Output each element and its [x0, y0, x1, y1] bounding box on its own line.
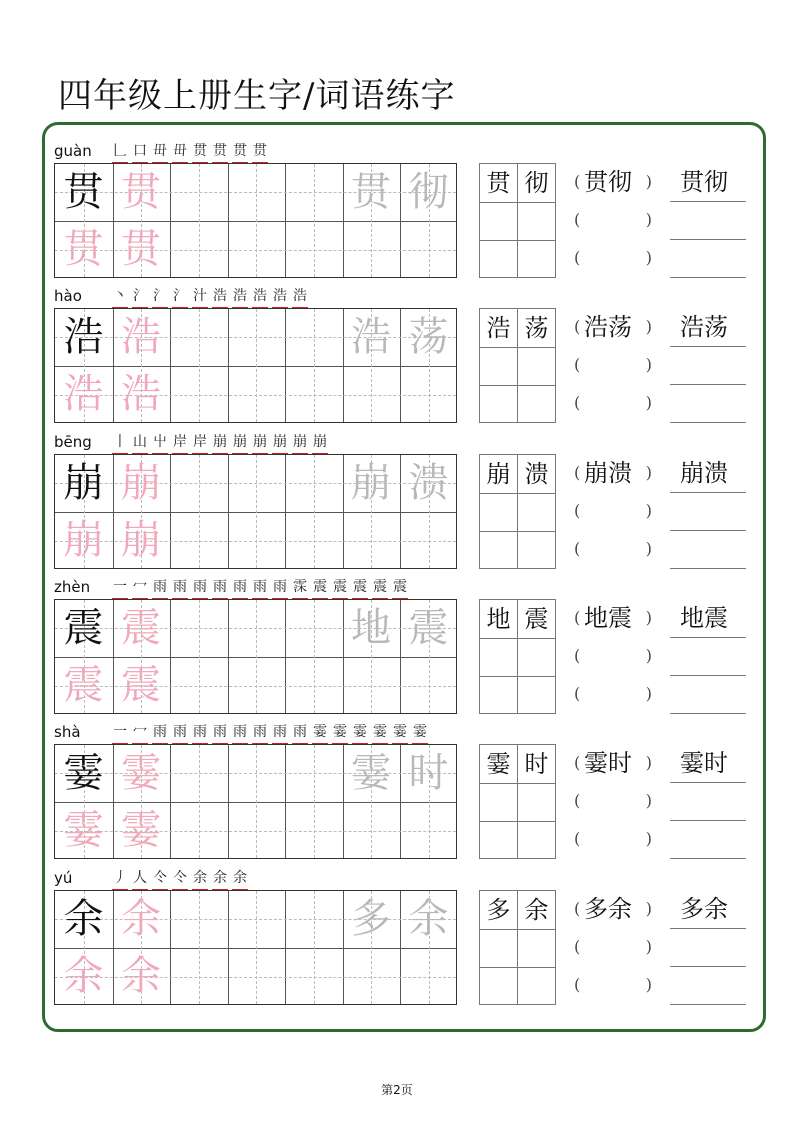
- trace-char: 震: [121, 661, 161, 708]
- page-number: 第2页: [381, 1083, 413, 1097]
- paren-open: (: [574, 607, 581, 627]
- grid-line: [480, 347, 555, 348]
- writing-line: [670, 422, 746, 423]
- trace-char: 浩: [63, 371, 104, 418]
- word-in-parens: [574, 308, 654, 346]
- trace-word-char: 时: [408, 750, 449, 797]
- stroke-step: 霎: [372, 721, 388, 745]
- writing-line: [670, 1004, 746, 1005]
- char-section: [0, 721, 794, 866]
- stroke-step: 崩: [212, 431, 228, 455]
- stroke-step: 丨: [112, 431, 128, 455]
- writing-line: [670, 713, 746, 714]
- word-char: 贯: [486, 169, 511, 197]
- stroke-step: 贯: [232, 140, 248, 164]
- writing-line: [670, 782, 746, 783]
- empty-parens[interactable]: [574, 928, 654, 966]
- practice-grid[interactable]: [54, 163, 457, 278]
- grid-line: [480, 929, 555, 930]
- grid-line: [480, 385, 555, 386]
- writing-line: [670, 530, 746, 531]
- stroke-step: 余: [212, 867, 228, 891]
- paren-open: (: [574, 753, 581, 773]
- grid-line: [480, 783, 555, 784]
- trace-char: 崩: [121, 516, 161, 563]
- guide-line: [199, 164, 200, 277]
- paren-word: 地震: [584, 603, 632, 632]
- trace-word-char: 溃: [408, 459, 449, 506]
- trace-word-char: 贯: [351, 169, 391, 215]
- writing-line: [670, 928, 746, 929]
- line-word: 浩荡: [680, 313, 728, 342]
- word-in-parens: [574, 890, 654, 928]
- stroke-step: 山: [132, 431, 148, 455]
- stroke-step: 余: [192, 867, 208, 891]
- word-char: 彻: [524, 169, 549, 197]
- trace-char: 震: [63, 661, 104, 708]
- guide-line: [314, 455, 315, 568]
- paren-close: ): [645, 683, 652, 703]
- paren-close: ): [645, 462, 652, 482]
- paren-open: (: [574, 172, 581, 191]
- trace-char: 浩: [121, 314, 161, 361]
- word-char: 荡: [524, 314, 549, 343]
- stroke-step: 汁: [192, 285, 208, 309]
- word-in-parens: [574, 163, 654, 201]
- practice-grid[interactable]: [54, 890, 457, 1005]
- stroke-step: 贯: [252, 140, 268, 164]
- paren-open: (: [574, 936, 581, 956]
- stroke-step: 霎: [352, 721, 368, 745]
- stroke-order: [112, 285, 312, 307]
- empty-parens[interactable]: [574, 384, 654, 422]
- stroke-step: 毌: [172, 140, 188, 164]
- stroke-step: 人: [132, 867, 148, 891]
- paren-open: (: [574, 538, 581, 558]
- stroke-step: 雨: [172, 576, 188, 600]
- paren-close: ): [645, 936, 652, 956]
- stroke-order: [112, 721, 432, 743]
- stroke-step: 贯: [192, 140, 208, 164]
- grid-line: [480, 240, 555, 241]
- empty-parens[interactable]: [574, 966, 654, 1004]
- writing-line: [670, 346, 746, 347]
- practice-grid[interactable]: [54, 599, 457, 714]
- paren-open: (: [574, 829, 581, 849]
- guide-line: [314, 164, 315, 277]
- word-practice-box[interactable]: [479, 890, 556, 1005]
- stroke-order: [112, 576, 412, 598]
- pinyin-label: zhèn: [54, 577, 91, 596]
- trace-char: 崩: [121, 459, 161, 506]
- empty-parens[interactable]: [574, 492, 654, 530]
- grid-line: [480, 638, 555, 639]
- model-char: 震: [63, 604, 104, 651]
- stroke-step: 仒: [172, 867, 188, 891]
- empty-parens[interactable]: [574, 675, 654, 713]
- stroke-step: 𠃊: [112, 140, 128, 164]
- empty-parens[interactable]: [574, 637, 654, 675]
- stroke-order: [112, 140, 272, 162]
- stroke-step: 雨: [232, 576, 248, 600]
- stroke-step: 雨: [192, 576, 208, 600]
- trace-char: 余: [63, 952, 104, 999]
- word-in-parens: [574, 599, 654, 637]
- paren-open: (: [574, 683, 581, 703]
- stroke-step: 一: [112, 721, 128, 745]
- paren-open: (: [574, 462, 581, 482]
- pinyin-label: yú: [54, 868, 73, 887]
- writing-line: [670, 675, 746, 676]
- stroke-step: 浩: [292, 285, 308, 309]
- stroke-step: 雨: [152, 721, 168, 745]
- trace-word-char: 荡: [408, 314, 449, 361]
- grid-line: [480, 202, 555, 203]
- guide-line: [314, 600, 315, 713]
- stroke-step: 屮: [152, 431, 168, 455]
- model-char: 余: [63, 895, 104, 942]
- stroke-step: 雨: [272, 576, 288, 600]
- paren-open: (: [574, 210, 581, 229]
- writing-line: [670, 966, 746, 967]
- paren-word: 浩荡: [584, 313, 632, 342]
- trace-word-char: 地: [351, 604, 391, 651]
- trace-char: 余: [121, 895, 161, 942]
- stroke-step: 震: [372, 576, 388, 600]
- char-section: [0, 576, 794, 721]
- word-char: 多: [486, 895, 511, 924]
- writing-line: [670, 384, 746, 385]
- paren-open: (: [574, 974, 581, 994]
- stroke-step: 震: [312, 576, 328, 600]
- paren-close: ): [645, 898, 652, 918]
- word-char: 霎: [486, 750, 511, 779]
- guide-line: [256, 745, 257, 858]
- practice-grid[interactable]: [54, 454, 457, 569]
- stroke-step: 雨: [252, 721, 268, 745]
- line-word: 地震: [680, 603, 728, 632]
- stroke-step: 丶: [112, 285, 128, 309]
- word-practice-box[interactable]: [479, 163, 556, 278]
- empty-parens[interactable]: [574, 239, 654, 277]
- stroke-step: 霎: [392, 721, 408, 745]
- empty-parens[interactable]: [574, 782, 654, 820]
- pinyin-label: shà: [54, 723, 81, 742]
- empty-parens[interactable]: [574, 201, 654, 239]
- stroke-step: 雨: [192, 721, 208, 745]
- trace-word-char: 浩: [351, 314, 391, 361]
- guide-line: [256, 600, 257, 713]
- stroke-step: 雨: [272, 721, 288, 745]
- stroke-step: 崩: [272, 431, 288, 455]
- stroke-step: 氵: [172, 285, 188, 309]
- trace-char: 崩: [63, 516, 104, 563]
- word-practice-box[interactable]: [479, 599, 556, 714]
- word-char: 时: [524, 750, 549, 779]
- stroke-step: 雨: [172, 721, 188, 745]
- paren-close: ): [645, 172, 652, 191]
- empty-parens[interactable]: [574, 530, 654, 568]
- guide-line: [256, 164, 257, 277]
- char-section: [0, 285, 794, 430]
- word-char: 地: [486, 604, 511, 633]
- guide-line: [256, 309, 257, 422]
- stroke-step: 毌: [152, 140, 168, 164]
- line-word: 崩溃: [680, 458, 728, 487]
- word-practice-box[interactable]: [479, 744, 556, 859]
- paren-open: (: [574, 393, 581, 413]
- stroke-step: 崩: [312, 431, 328, 455]
- empty-parens[interactable]: [574, 346, 654, 384]
- stroke-step: 霎: [332, 721, 348, 745]
- trace-word-char: 霎: [351, 750, 391, 797]
- stroke-order: [112, 431, 332, 453]
- trace-char: 贯: [63, 226, 104, 272]
- stroke-step: 崩: [292, 431, 308, 455]
- paren-word: 霎时: [584, 749, 632, 778]
- paren-open: (: [574, 791, 581, 811]
- word-practice-box[interactable]: [479, 454, 556, 569]
- paren-word: 崩溃: [584, 458, 632, 487]
- word-char: 溃: [524, 459, 549, 488]
- grid-line: [480, 531, 555, 532]
- trace-word-char: 崩: [351, 459, 391, 506]
- trace-char: 余: [121, 952, 161, 999]
- model-char: 浩: [63, 314, 104, 361]
- paren-close: ): [645, 500, 652, 520]
- guide-line: [314, 891, 315, 1004]
- word-practice-box[interactable]: [479, 308, 556, 423]
- stroke-step: 雨: [292, 721, 308, 745]
- stroke-step: 贯: [212, 140, 228, 164]
- stroke-step: 震: [332, 576, 348, 600]
- stroke-step: 氵: [152, 285, 168, 309]
- paren-close: ): [645, 974, 652, 994]
- trace-word-char: 余: [408, 895, 449, 942]
- paren-close: ): [645, 791, 652, 811]
- grid-line: [480, 493, 555, 494]
- grid-line: [480, 967, 555, 968]
- guide-line: [199, 309, 200, 422]
- stroke-step: 霎: [312, 721, 328, 745]
- stroke-step: 霂: [292, 576, 308, 600]
- guide-line: [199, 891, 200, 1004]
- stroke-step: 岸: [172, 431, 188, 455]
- writing-line: [670, 858, 746, 859]
- word-char: 崩: [486, 459, 511, 488]
- writing-line: [670, 492, 746, 493]
- stroke-step: 雨: [232, 721, 248, 745]
- stroke-step: 雨: [152, 576, 168, 600]
- paren-close: ): [645, 753, 652, 773]
- stroke-step: 口: [132, 140, 148, 164]
- guide-line: [199, 455, 200, 568]
- stroke-step: 丿: [112, 867, 128, 891]
- char-section: [0, 140, 794, 285]
- model-char: 崩: [63, 459, 104, 506]
- guide-line: [256, 891, 257, 1004]
- writing-line: [670, 201, 746, 202]
- paren-close: ): [645, 829, 652, 849]
- stroke-step: 冖: [132, 721, 148, 745]
- paren-word: 贯彻: [584, 168, 632, 196]
- trace-char: 震: [121, 604, 161, 651]
- stroke-step: 霎: [412, 721, 428, 745]
- paren-close: ): [645, 645, 652, 665]
- guide-line: [256, 455, 257, 568]
- trace-char: 霎: [121, 750, 161, 797]
- trace-word-char: 震: [408, 604, 449, 651]
- stroke-step: 冖: [132, 576, 148, 600]
- paren-close: ): [645, 210, 652, 229]
- line-word: 霎时: [680, 749, 728, 778]
- trace-char: 贯: [121, 169, 161, 215]
- paren-close: ): [645, 607, 652, 627]
- paren-word: 多余: [584, 894, 632, 923]
- guide-line: [314, 309, 315, 422]
- writing-line: [670, 277, 746, 278]
- paren-open: (: [574, 898, 581, 918]
- paren-open: (: [574, 317, 581, 337]
- guide-line: [199, 600, 200, 713]
- writing-line: [670, 820, 746, 821]
- stroke-step: 余: [232, 867, 248, 891]
- stroke-step: 仒: [152, 867, 168, 891]
- page-title: 四年级上册生字/词语练字: [58, 76, 456, 116]
- stroke-step: 震: [352, 576, 368, 600]
- stroke-step: 一: [112, 576, 128, 600]
- stroke-step: 浩: [212, 285, 228, 309]
- stroke-step: 崩: [232, 431, 248, 455]
- word-char: 浩: [486, 314, 511, 343]
- paren-open: (: [574, 500, 581, 520]
- line-word: 贯彻: [680, 168, 728, 196]
- word-char: 余: [524, 895, 549, 924]
- stroke-step: 崩: [252, 431, 268, 455]
- paren-open: (: [574, 248, 581, 267]
- stroke-step: 氵: [132, 285, 148, 309]
- stroke-step: 震: [392, 576, 408, 600]
- paren-open: (: [574, 645, 581, 665]
- trace-char: 霎: [121, 807, 161, 854]
- paren-close: ): [645, 355, 652, 375]
- pinyin-label: bēng: [54, 432, 92, 451]
- trace-word-char: 彻: [408, 169, 449, 215]
- model-char: 霎: [63, 750, 104, 797]
- pinyin-label: hào: [54, 287, 82, 306]
- paren-close: ): [645, 393, 652, 413]
- pinyin-label: guàn: [54, 142, 92, 160]
- stroke-step: 雨: [212, 721, 228, 745]
- char-section: [0, 431, 794, 576]
- writing-line: [670, 568, 746, 569]
- practice-grid[interactable]: [54, 308, 457, 423]
- writing-line: [670, 239, 746, 240]
- stroke-step: 浩: [272, 285, 288, 309]
- stroke-step: 雨: [252, 576, 268, 600]
- paren-close: ): [645, 248, 652, 267]
- paren-close: ): [645, 538, 652, 558]
- stroke-step: 岸: [192, 431, 208, 455]
- guide-line: [199, 745, 200, 858]
- word-char: 震: [524, 604, 549, 633]
- grid-line: [480, 676, 555, 677]
- trace-char: 贯: [121, 226, 161, 272]
- trace-char: 浩: [121, 371, 161, 418]
- trace-char: 霎: [63, 807, 104, 854]
- stroke-step: 浩: [252, 285, 268, 309]
- stroke-step: 雨: [212, 576, 228, 600]
- trace-word-char: 多: [351, 895, 391, 942]
- stroke-step: 浩: [232, 285, 248, 309]
- paren-open: (: [574, 355, 581, 375]
- stroke-order: [112, 867, 252, 889]
- paren-close: ): [645, 317, 652, 337]
- guide-line: [314, 745, 315, 858]
- line-word: 多余: [680, 894, 728, 923]
- empty-parens[interactable]: [574, 820, 654, 858]
- char-section: [0, 867, 794, 1012]
- grid-line: [480, 821, 555, 822]
- word-in-parens: [574, 454, 654, 492]
- word-in-parens: [574, 744, 654, 782]
- practice-grid[interactable]: [54, 744, 457, 859]
- writing-line: [670, 637, 746, 638]
- model-char: 贯: [63, 169, 104, 215]
